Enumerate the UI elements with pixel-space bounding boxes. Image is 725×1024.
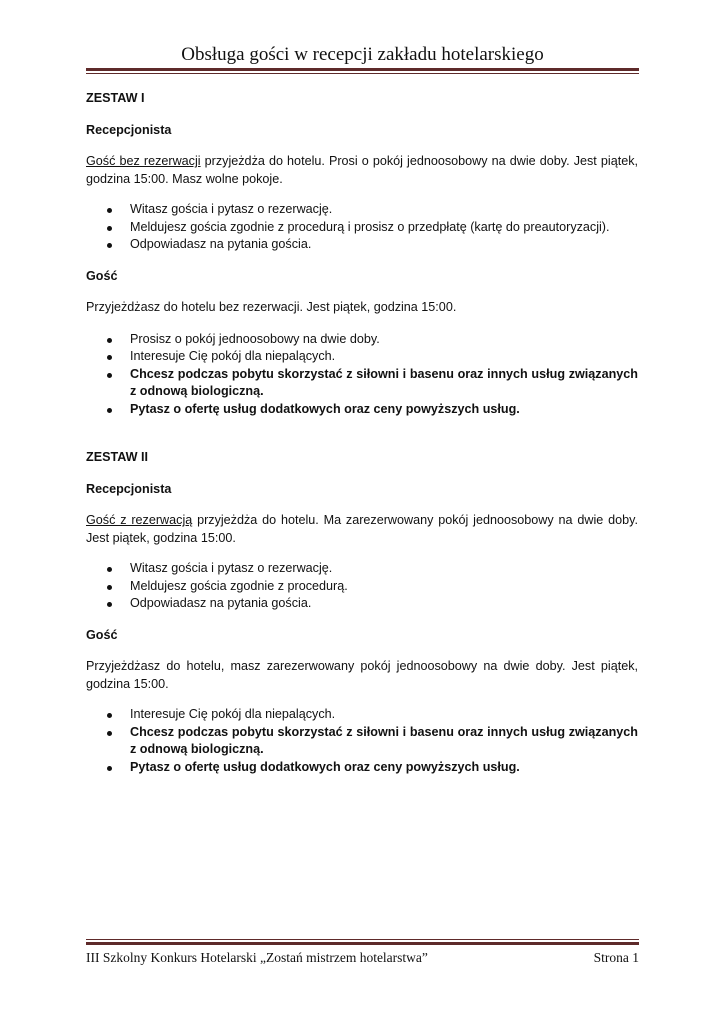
list-item-text: Witasz gościa i pytasz o rezerwację. bbox=[130, 202, 333, 216]
bullet-icon bbox=[107, 226, 112, 231]
set1-receptionist-intro-rest: przyjeżdża do hotelu. Prosi o pokój jednoosobowy na dwie doby. Jest piątek, godzina 15:00. Masz wolne pokoje. bbox=[86, 154, 638, 186]
bullet-icon bbox=[107, 713, 112, 718]
list-item-text: Witasz gościa i pytasz o rezerwację. bbox=[130, 561, 333, 575]
set2-receptionist-intro-lead: Gość z rezerwacją bbox=[86, 513, 193, 527]
set1-receptionist-heading: Recepcjonista bbox=[86, 122, 172, 137]
footer-rule-thin bbox=[86, 939, 639, 940]
list-item-text: Interesuje Cię pokój dla niepalących. bbox=[130, 707, 336, 721]
list-item bbox=[86, 366, 638, 401]
bullet-icon bbox=[107, 585, 112, 590]
list-item bbox=[86, 595, 638, 613]
bullet-icon bbox=[107, 408, 112, 413]
list-item-text: Prosisz o pokój jednoosobowy na dwie doby. bbox=[130, 331, 380, 346]
list-item-text: Interesuje Cię pokój dla niepalących. bbox=[130, 349, 336, 363]
set1-guest-task-list bbox=[86, 331, 638, 419]
list-item bbox=[86, 201, 638, 219]
list-item bbox=[86, 219, 638, 237]
list-item-text: Odpowiadasz na pytania gościa. bbox=[130, 237, 312, 251]
set1-receptionist-intro-lead: Gość bez rezerwacji bbox=[86, 154, 201, 168]
list-item bbox=[86, 724, 638, 759]
list-item bbox=[86, 560, 638, 578]
list-item-text: Pytasz o ofertę usług dodatkowych oraz ceny powyższych usług. bbox=[130, 401, 520, 416]
set2-receptionist-intro-rest: przyjeżdża do hotelu. Ma zarezerwowany pokój jednoosobowy na dwie doby. Jest piątek, godzina 15:00. bbox=[86, 513, 638, 545]
bullet-icon bbox=[107, 243, 112, 248]
set1-guest-intro: Przyjeżdżasz do hotelu bez rezerwacji. Jest piątek, godzina 15:00. bbox=[86, 300, 457, 314]
bullet-icon bbox=[107, 567, 112, 572]
list-item-text: Pytasz o ofertę usług dodatkowych oraz ceny powyższych usług. bbox=[130, 759, 520, 774]
bullet-icon bbox=[107, 338, 112, 343]
list-item bbox=[86, 706, 638, 724]
set1-guest-heading: Gość bbox=[86, 268, 118, 283]
page-footer bbox=[86, 950, 639, 966]
list-item bbox=[86, 759, 638, 777]
bullet-icon bbox=[107, 373, 112, 378]
set2-receptionist-heading: Recepcjonista bbox=[86, 481, 172, 496]
header-rule-thick bbox=[86, 68, 639, 71]
footer-contest-name: III Szkolny Konkurs Hotelarski „Zostań mistrzem hotelarstwa” bbox=[86, 950, 428, 965]
bullet-icon bbox=[107, 355, 112, 360]
header-rule-thin bbox=[86, 73, 639, 74]
list-item bbox=[86, 348, 638, 366]
list-item-text: Odpowiadasz na pytania gościa. bbox=[130, 596, 312, 610]
bullet-icon bbox=[107, 731, 112, 736]
bullet-icon bbox=[107, 766, 112, 771]
footer-rule-thick bbox=[86, 942, 639, 945]
set1-receptionist-intro bbox=[86, 153, 638, 188]
set2-receptionist-task-list bbox=[86, 560, 638, 613]
list-item bbox=[86, 331, 638, 349]
list-item bbox=[86, 578, 638, 596]
page-header-title: Obsługa gości w recepcji zakładu hotelarskiego bbox=[181, 44, 544, 65]
list-item-text: Meldujesz gościa zgodnie z procedurą i prosisz o przedpłatę (kartę do preautoryzacji). bbox=[130, 219, 610, 234]
list-item bbox=[86, 401, 638, 419]
set2-guest-task-list bbox=[86, 706, 638, 776]
bullet-icon bbox=[107, 602, 112, 607]
document-body bbox=[86, 90, 638, 776]
set2-guest-intro: Przyjeżdżasz do hotelu, masz zarezerwowany pokój jednoosobowy na dwie doby. Jest piątek, godzina 15:00. bbox=[86, 659, 638, 691]
footer-page-number: Strona 1 bbox=[593, 950, 639, 965]
set2-receptionist-intro bbox=[86, 512, 638, 547]
list-item-text: Chcesz podczas pobytu skorzystać z siłowni i basenu oraz innych usług związanych z odnową biologiczną. bbox=[130, 366, 638, 398]
list-item bbox=[86, 236, 638, 254]
bullet-icon bbox=[107, 208, 112, 213]
list-item-text: Meldujesz gościa zgodnie z procedurą. bbox=[130, 578, 348, 593]
set1-heading: ZESTAW I bbox=[86, 91, 145, 105]
set2-guest-heading: Gość bbox=[86, 627, 118, 642]
list-item-text: Chcesz podczas pobytu skorzystać z siłowni i basenu oraz innych usług związanych z odnową biologiczną. bbox=[130, 724, 638, 756]
set1-receptionist-task-list bbox=[86, 201, 638, 254]
set2-heading: ZESTAW II bbox=[86, 450, 149, 464]
